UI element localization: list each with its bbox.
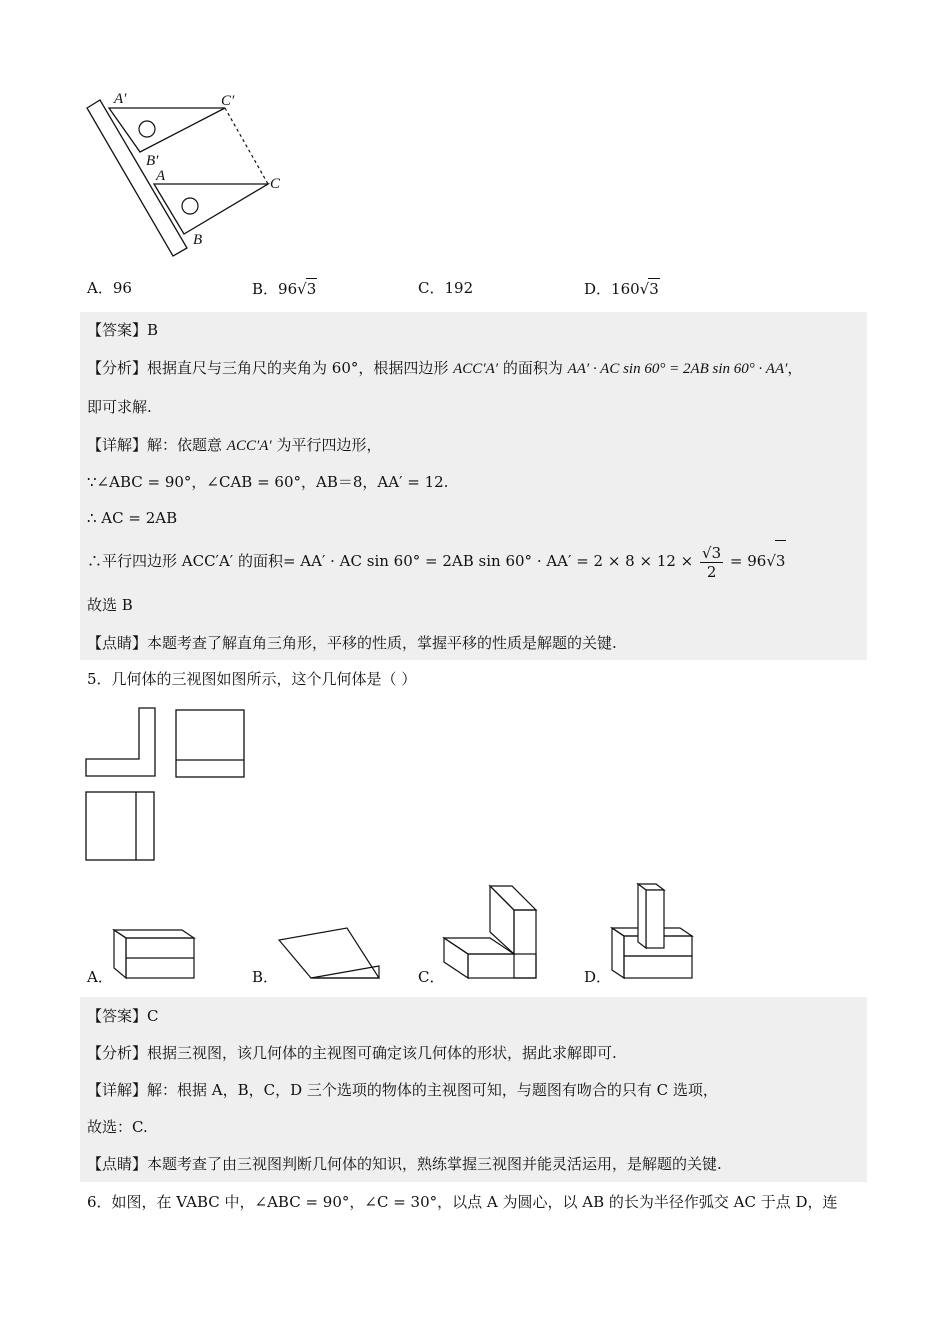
q5-detail: 【详解】解：根据 A，B，C，D 三个选项的物体的主视图可知，与题图有吻合的只有 C 选项， (87, 1081, 718, 1099)
q5-comment: 【点睛】本题考查了由三视图判断几何体的知识，熟练掌握三视图并能灵活运用，是解题的关键. (87, 1155, 722, 1173)
ruler-shape (87, 100, 187, 256)
fraction-sqrt3-over-2: $\frac{√3}{2}$ (702, 543, 722, 581)
side-view (176, 710, 244, 777)
front-view (86, 708, 155, 776)
q5-detail-line2: 故选：C. (87, 1118, 148, 1136)
q4-analysis-line2: 即可求解. (87, 398, 152, 416)
ruler-triangle-figure (80, 88, 300, 258)
q4-option-a: A．96 (87, 279, 132, 297)
q5-option-b: B． (252, 968, 279, 986)
option-c-solid (440, 882, 542, 982)
q4-detail-line1: 【详解】解：依题意 ACC′A′ 为平行四边形， (87, 436, 382, 454)
q4-answer: 【答案】B (87, 321, 159, 339)
q4-comment: 【点睛】本题考查了解直角三角形，平移的性质，掌握平移的性质是解题的关键. (87, 634, 617, 652)
label-C: C (270, 176, 281, 192)
triangle-hole-lower (182, 198, 198, 214)
q4-option-d: D．160√3 (584, 280, 659, 298)
top-view (86, 792, 154, 860)
three-views-figure (84, 706, 249, 864)
q4-detail-line3: ∴ AC = 2AB (87, 509, 178, 527)
option-d-solid (608, 878, 696, 982)
q5-option-a: A． (87, 968, 113, 986)
q4-detail-line2: ∵∠ABC = 90°，∠CAB = 60°，AB＝8，AA′ = 12. (87, 473, 449, 491)
dashed-line-CC (225, 108, 268, 184)
option-a-solid (110, 922, 200, 982)
label-A-prime: A′ (114, 91, 127, 107)
label-C-prime: C′ (221, 93, 235, 109)
q6-stem: 6．如图，在 VABC 中，∠ABC = 90°，∠C = 30°，以点 A 为圆心，以 AB 的长为半径作弧交 AC 于点 D，连 (87, 1193, 838, 1211)
triangle-hole-upper (139, 121, 155, 137)
q5-answer: 【答案】C (87, 1007, 159, 1025)
label-B-prime: B′ (146, 153, 159, 169)
label-B: B (193, 232, 203, 248)
q5-stem: 5．几何体的三视图如图所示，这个几何体是（ ） (87, 670, 417, 688)
q4-detail-line5: 故选 B (87, 596, 133, 614)
option-b-solid (275, 922, 385, 984)
q5-option-d: D． (584, 968, 612, 986)
q4-analysis: 【分析】根据直尺与三角尺的夹角为 60°，根据四边形 ACC′A′ 的面积为 AA′ · AC sin 60° = 2AB sin 60° · AA′， (87, 359, 803, 377)
q4-option-b: B．96√3 (252, 280, 317, 298)
q4-option-c: C．192 (418, 279, 474, 297)
q5-option-c: C． (418, 968, 445, 986)
q5-analysis: 【分析】根据三视图，该几何体的主视图可确定该几何体的形状，据此求解即可. (87, 1044, 617, 1062)
label-A: A (156, 168, 166, 184)
triangle-lower (154, 184, 268, 234)
q4-detail-line4: ∴平行四边形 ACC′A′ 的面积= AA′ · AC sin 60° = 2AB sin 60° · AA′ = 2 × 8 × 12 × $\frac{√3}{2}$ = 96√3 (87, 540, 786, 581)
